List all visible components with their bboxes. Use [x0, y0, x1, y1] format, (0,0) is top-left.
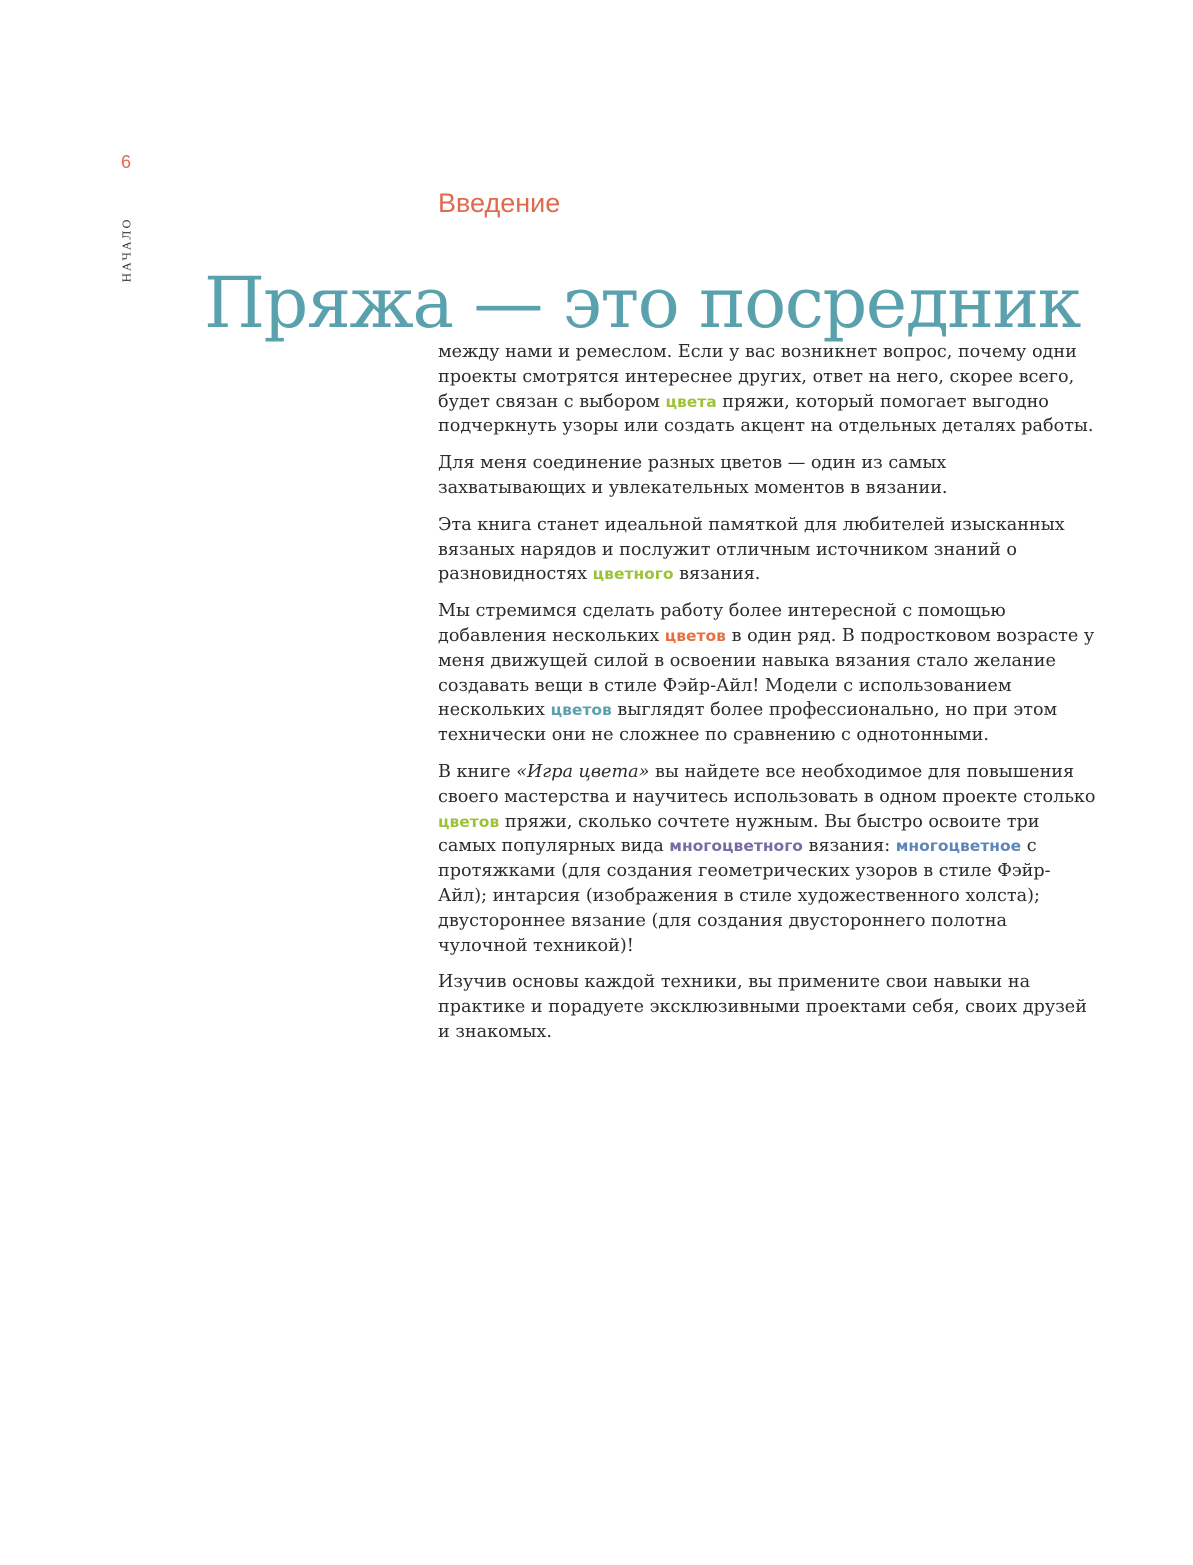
text-run: пряжи, сколько сочтете нужным. Вы быстро освоите три самых популярных вида: [438, 811, 1040, 857]
text-run: в один ряд. В подростковом возрасте у меня движущей силой в освоении навыка вязания стало желание создавать вещи в стиле Фэйр-Айл! Модели с использованием нескольких: [438, 625, 1095, 721]
text-run: вязания:: [802, 836, 896, 857]
paragraph-6: [438, 970, 1098, 1044]
text-run: Эта книга станет идеальной памяткой для любителей изысканных вязаных нарядов и послужит отличным источником знаний о разновидностях: [438, 514, 1065, 585]
paragraph-4: [438, 599, 1098, 748]
text-run: Мы стремимся сделать работу более интересной с помощью добавления нескольких: [438, 601, 1006, 646]
page-number: 6: [121, 152, 132, 172]
section-title: Введение: [438, 188, 561, 218]
color-highlight: цветов: [438, 812, 500, 831]
section-tab-label: НАЧАЛО: [120, 217, 134, 283]
paragraph-2: [438, 451, 1098, 501]
body-text: [438, 340, 1098, 1057]
paragraph-5: [438, 760, 1098, 958]
text-run: вязания.: [673, 564, 761, 585]
color-highlight: многоцветное: [895, 837, 1022, 856]
headline: Пряжа — это посредник: [204, 262, 1080, 344]
text-run: с протяжками (для создания геометрических узоров в стиле Фэйр-Айл); интарсия (изображения в стиле художественного холста); двустороннее вязание (для создания двустороннего полотна чулочной техникой)!: [438, 836, 1051, 956]
text-run: Для меня соединение разных цветов — один из самых захватывающих и увлекательных моментов в вязании.: [438, 453, 948, 498]
book-title: «Игра цвета»: [516, 761, 650, 782]
text-run: между нами и ремеслом. Если у вас возникнет вопрос, почему одни проекты смотрятся интереснее других, ответ на него, скорее всего, будет связан с выбором: [438, 342, 1077, 412]
color-highlight: цветного: [592, 565, 674, 584]
text-run: Изучив основы каждой техники, вы примените свои навыки на практике и порадуете эксклюзивными проектами себя, своих друзей и знакомых.: [438, 972, 1087, 1042]
text-run: выглядят более профессионально, но при этом технически они не сложнее по сравнению с однотонными.: [438, 700, 1058, 746]
color-highlight: цвета: [665, 392, 717, 411]
color-highlight: цветов: [664, 626, 726, 645]
section-tab: [118, 218, 136, 282]
text-run: пряжи, который помогает выгодно подчеркнуть узоры или создать акцент на отдельных деталях работы.: [438, 391, 1094, 437]
text-run: вы найдете все необходимое для повышения своего мастерства и научитесь использовать в одном проекте столько: [438, 761, 1096, 807]
paragraph-3: [438, 513, 1098, 587]
color-highlight: многоцветного: [669, 837, 803, 856]
color-highlight: цветов: [550, 701, 612, 720]
text-run: В книге: [438, 761, 517, 782]
paragraph-1: [438, 340, 1098, 439]
